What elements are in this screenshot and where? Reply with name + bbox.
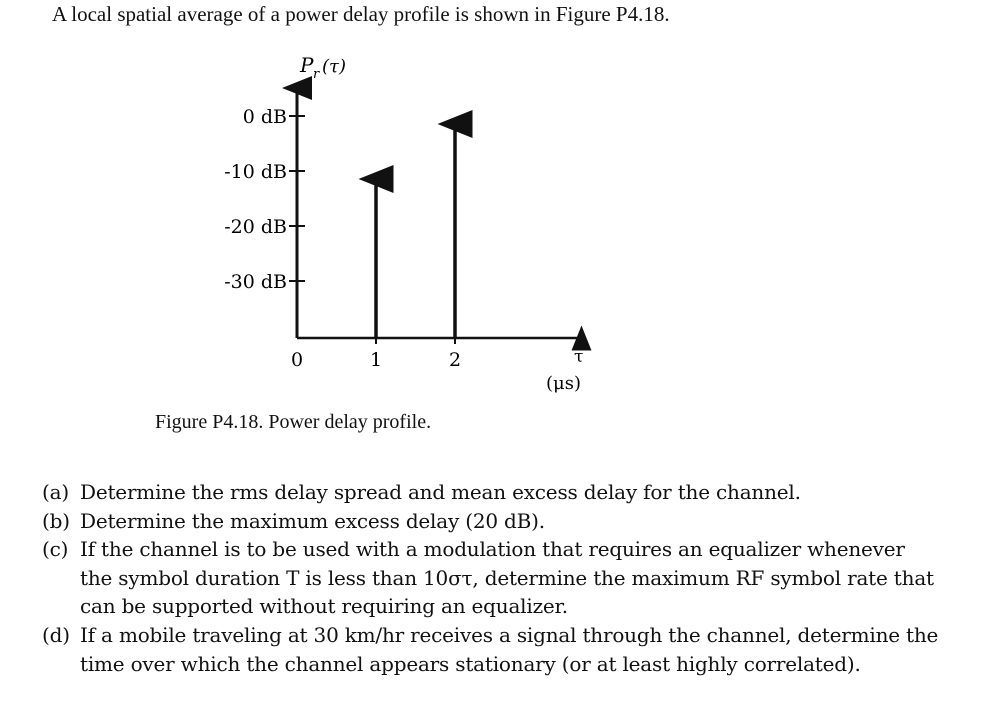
question-b: [42, 507, 942, 536]
question-list: [42, 478, 942, 678]
y-tick-label: -30 dB: [224, 271, 287, 293]
question-d: [42, 621, 942, 678]
question-label: (a): [42, 480, 69, 504]
question-text: Determine the maximum excess delay (20 dB).: [80, 508, 545, 533]
chart-axes: [297, 88, 582, 338]
y-tick-label: -10 dB: [224, 161, 287, 183]
question-text: If the channel is to be used with a modulation that requires an equalizer whenever the symbol duration T is less than 10στ, determine the maximum RF symbol rate that can be supported without requiring an equalizer.: [80, 537, 934, 619]
y-tick-label: 0 dB: [242, 106, 287, 128]
x-tick-label: 1: [369, 349, 383, 371]
x-axis-symbol: τ: [574, 347, 584, 367]
y-axis-label-main: P: [300, 53, 314, 77]
x-axis-unit: (μs): [546, 373, 581, 394]
y-axis-label-arg: (τ): [322, 56, 347, 77]
question-label: (d): [42, 622, 70, 647]
y-axis-label-sub: r: [313, 67, 320, 82]
question-label: (b): [42, 508, 70, 533]
problem-intro: A local spatial average of a power delay profile is shown in Figure P4.18.: [52, 2, 670, 26]
x-tick-label: 0: [290, 349, 304, 371]
question-text: If a mobile traveling at 30 km/hr receives a signal through the channel, determine the time over which the channel appears stationary (or at least highly correlated).: [80, 622, 939, 676]
figure-caption: Figure P4.18. Power delay profile.: [155, 411, 432, 433]
question-label: (c): [42, 537, 69, 562]
question-a: [42, 478, 942, 507]
y-axis-label: [299, 53, 346, 82]
delay-taps: [376, 124, 455, 338]
y-tick-label: -20 dB: [224, 216, 287, 238]
question-c: [42, 535, 942, 621]
question-text: Determine the rms delay spread and mean excess delay for the channel.: [80, 480, 801, 504]
x-tick-label: 2: [448, 349, 462, 371]
y-tick-labels: [224, 106, 305, 293]
